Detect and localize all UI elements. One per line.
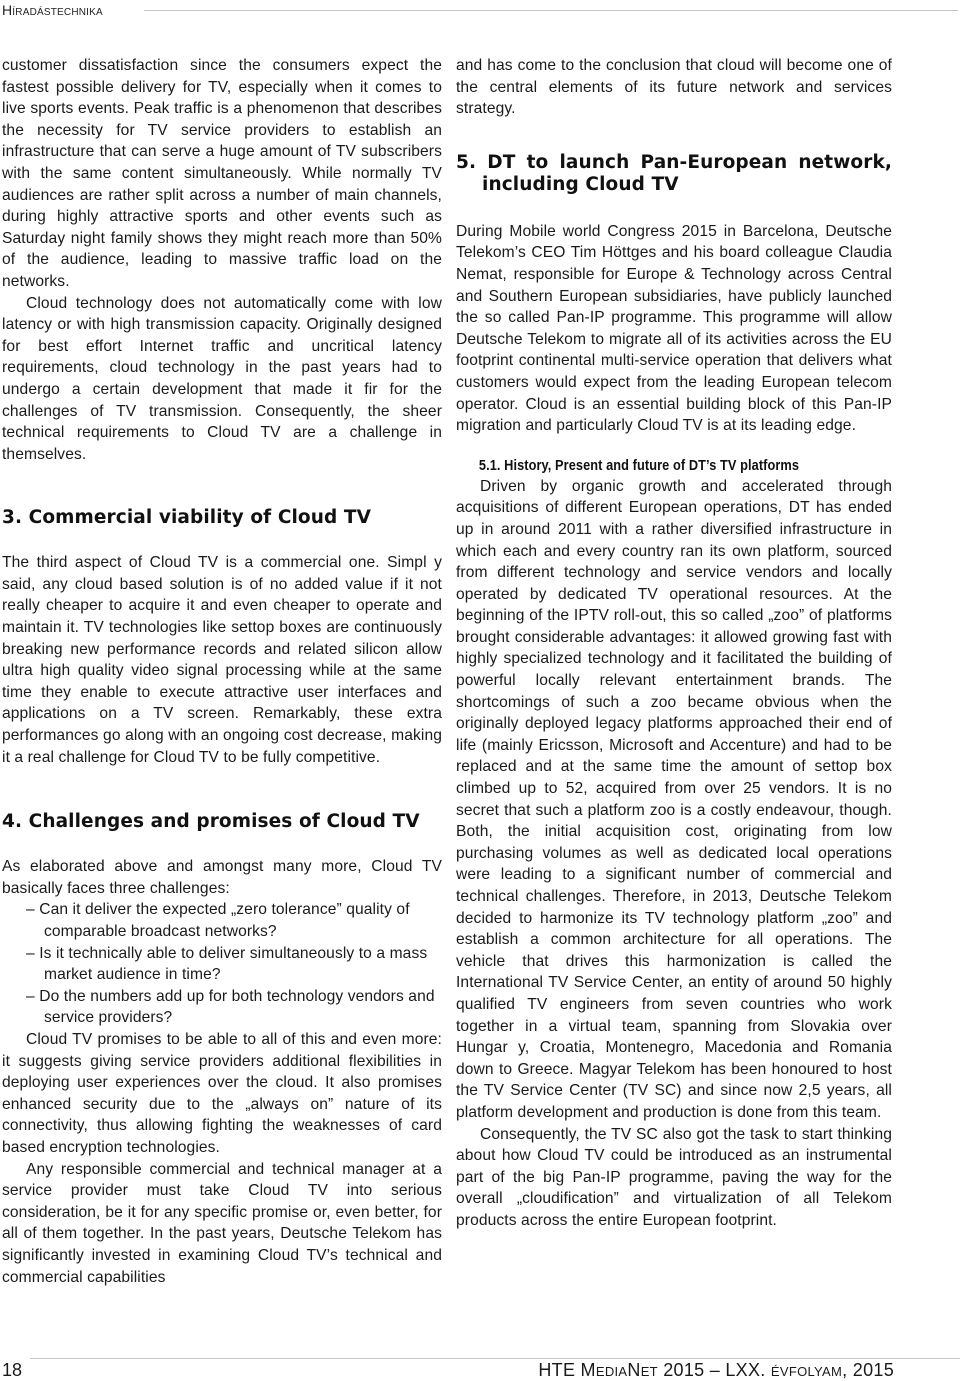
body-paragraph: customer dissatisfaction since the consumers expect the fastest possible delivery for TV, especially when it comes to live sports events. Peak traffic is a phenomenon that describes the necessity for TV service providers to establish an infrastructure that can serve a huge amount of TV subscribers with the same content simultaneously. While normally TV audiences are rather split across a number of main channels, during highly attractive sports and other events such as Saturday night family shows they might reach more than 50% of the audience, leading to massive traffic load on the networks. — [2, 57, 442, 290]
page-footer — [0, 1352, 960, 1378]
body-paragraph: During Mobile world Congress 2015 in Barcelona, Deutsche Telekom’s CEO Tim Höttges and his board colleague Claudia Nemat, responsible for Europe & Technology across Central and Southern European subsidiaries, have publicly launched the so called Pan-IP programme. This programme will allow Deutsche Telekom to migrate all of its activities across the EU footprint continental multi-service operation that delivers what customers would expect from the leading European telecom operator. Cloud is an essential building block of this Pan-IP migration and particularly Cloud TV is at its leading edge. — [456, 222, 892, 435]
body-paragraph: Driven by organic growth and accelerated through acquisitions of different European operations, DT has ended up in around 2011 with a rather diversified infrastructure in which each and every country ran its own platform, sourced from different technology and service vendors and locally operated by dedicated TV operational resources. At the beginning of the IPTV roll-out, this so called „zoo” of platforms brought considerable advantages: it allowed growing fast with highly specialized technology and it facilitated the building of powerful locally relevant entertainment brands. The shortcomings of such a zoo became obvious when the originally deployed legacy platforms approached their end of life (mainly Ericsson, Microsoft and Accenture) and had to be replaced and at the same time the amount of settop box climbed up to 52, acquired from over 25 vendors. It is no secret that such a platform zoo is a costly endeavour, though. Both, the initial acquisition cost, originating from low purchasing volumes as well as dedicated local operations were leading to a significant number of commercial and technical challenges. Therefore, in 2013, Deutsche Telekom decided to harmonize its TV technology platform „zoo” and establish a common architecture for all operations. The vehicle that drives this harmonization is called the International TV Service Center, an entity of around 50 highly qualified TV engineers from seven countries who work together in a virtual team, spanning from Slovakia over Hungar y, Croatia, Montenegro, Macedonia and Romania down to Greece. Magyar Telekom has been honoured to host the TV Service Center (TV SC) and since now 2,5 years, all platform development and production is done from this team. — [456, 477, 892, 1121]
page-number: 18 — [2, 1360, 23, 1380]
running-title: Híradástechnika — [2, 2, 103, 18]
right-column — [456, 55, 892, 1232]
running-header — [0, 0, 960, 22]
body-paragraph: and has come to the conclusion that cloud will become one of the central elements of its future network and services strategy. — [456, 57, 892, 118]
body-paragraph: Any responsible commercial and technical manager at a service provider must take Cloud TV into serious consideration, be it for any specific promise or, even better, for all of them together. In the past years, Deutsche Telekom has significantly invested in examining Cloud TV’s technical and commercial capabilities — [2, 1160, 442, 1286]
footer-rule — [30, 1358, 960, 1359]
subsection-heading-5-1: 5.1. History, Present and future of DT’s TV platforms — [478, 457, 800, 474]
section-heading-3: 3. Commercial viability of Cloud TV — [2, 507, 372, 529]
list-item: – Can it deliver the expected „zero tolerance” quality of comparable broadcast networks? — [2, 899, 442, 942]
body-paragraph: As elaborated above and amongst many more, Cloud TV basically faces three challenges: — [2, 858, 442, 897]
body-paragraph: Cloud technology does not automatically come with low latency or with high transmission capacity. Originally designed for best effort Internet traffic and uncritical latency requirements, cloud technology in the past years had to undergo a certain development that made it fir for the challenges of TV transmission. Consequently, the sheer technical requirements to Cloud TV are a challenge in themselves. — [2, 294, 442, 463]
list-item: – Is it technically able to deliver simultaneously to a mass market audience in time? — [2, 943, 442, 986]
body-paragraph: Consequently, the TV SC also got the task to start thinking about how Cloud TV could be introduced as an instrumental part of the big Pan-IP programme, paving the way for the overall „cloudification” and virtualization of all Telekom products across the entire European footprint. — [456, 1125, 892, 1229]
list-item: – Do the numbers add up for both technology vendors and service providers? — [2, 986, 442, 1029]
left-column — [2, 55, 442, 1288]
body-paragraph: Cloud TV promises to be able to all of this and even more: it suggests giving service providers additional flexibilities in deploying user experiences over the cloud. It also promises enhanced security due to the „always on” nature of its connectivity, thus allowing fighting the weaknesses of card based encryption technologies. — [2, 1030, 442, 1156]
challenges-list — [2, 899, 442, 1029]
header-rule — [144, 10, 958, 11]
section-heading-4: 4. Challenges and promises of Cloud TV — [2, 811, 420, 833]
journal-citation: HTE MediaNet 2015 – LXX. évfolyam, 2015 — [538, 1360, 894, 1380]
section-heading-5: 5. DT to launch Pan-European network, including Cloud TV — [456, 151, 892, 195]
body-paragraph: The third aspect of Cloud TV is a commercial one. Simpl y said, any cloud based solution is of no added value if it not really cheaper to acquire it and even cheaper to operate and maintain it. TV technologies like settop boxes are continuously breaking new performance records and related silicon allow ultra high quality video signal processing while at the same time they enable to execute attractive user interfaces and applications on a TV screen. Remarkably, these extra performances go along with an ongoing cost decrease, making it a real challenge for Cloud TV to be fully competitive. — [2, 554, 442, 766]
